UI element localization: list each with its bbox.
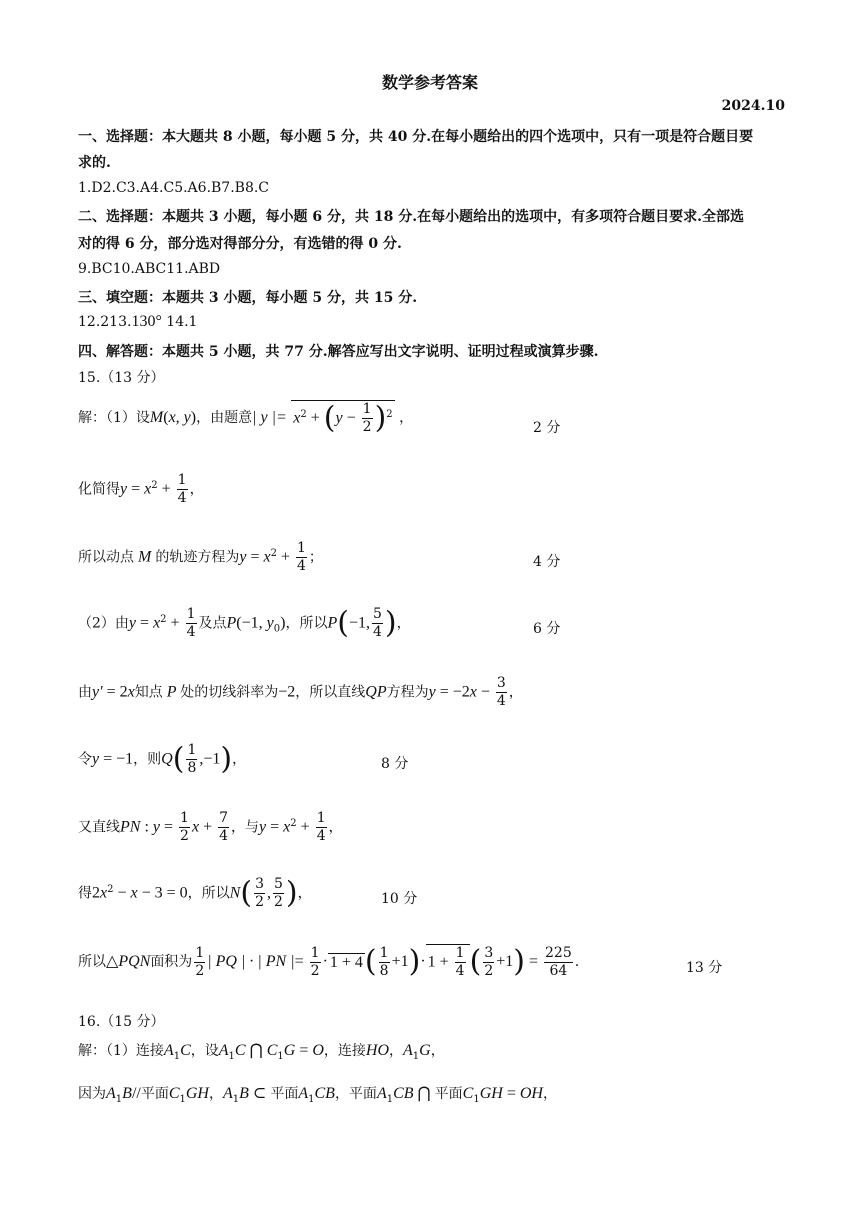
- q16-line2: 因为$A_1B//$平面$C_1GH$，$A_1B$ ⊂ 平面$A_1CB$，平面$A_1CB$ ⋂ 平面$C_1GH$ = OH，: [78, 1085, 557, 1105]
- section4-heading: 四、解答题：本题共 5 小题，共 77 分.解答应写出文字说明、证明过程或演算步骤.: [78, 344, 599, 360]
- q15-score-6: 6 分: [533, 621, 561, 637]
- q15-line1: 解：（1）设M(x, y)，由题意| y |= $x^2 + (y$ − $\frac{1}{2}$ )$^2$ ，: [78, 400, 414, 436]
- sqrt-expression: $x^2 + (y$ − $\frac{1}{2}$ )$^2$: [293, 400, 393, 436]
- section1-answers: 1.D2.C3.A4.C5.A6.B7.B8.C: [78, 180, 270, 196]
- q15-score-4: 4 分: [533, 554, 561, 570]
- page-title: 数学参考答案: [381, 73, 478, 92]
- angle-answer: 130°: [131, 313, 162, 330]
- section2-heading-cont: 对的得 6 分，部分选对得部分分，有选错的得 0 分.: [78, 236, 402, 252]
- q16-line1: 解：（1）连接$A_1C$，设$A_1C$ ⋂ $C_1G = O$，连接HO，$A_1G$，: [78, 1042, 445, 1062]
- q15-score-10: 10 分: [381, 891, 418, 907]
- q15-line2: 化简得$y = x^2$ + $\frac{1}{4}$ ，: [78, 472, 204, 506]
- section3-answers: 12.213.130° 14.1: [78, 313, 198, 330]
- section1-heading-cont: 求的.: [78, 155, 111, 171]
- exam-date: 2024.10: [721, 98, 785, 114]
- q15-score-2: 2 分: [533, 420, 561, 436]
- section2-answers: 9.BC10.ABC11.ABD: [78, 261, 221, 277]
- q15-line4: （2）由$y = x^2$ + $\frac{1}{4}$ 及点P(−1, $y_0$)，所以P(−1, $\frac{5}{4}$ )，: [78, 605, 411, 641]
- section2-heading: 二、选择题：本题共 3 小题，每小题 6 分，共 18 分.在每小题给出的选项中，有多项符合题目要求.全部选: [78, 209, 744, 225]
- q15-line5: 由y′ = 2x知点 P 处的切线斜率为−2，所以直线QP方程为y = −2x − $\frac{3}{4}$ ，: [78, 675, 523, 709]
- section3-heading: 三、填空题：本题共 3 小题，每小题 5 分，共 15 分.: [78, 290, 418, 306]
- section1-heading: 一、选择题：本大题共 8 小题，每小题 5 分，共 40 分.在每小题给出的四个选项中，只有一项是符合题目要: [78, 129, 754, 145]
- q15-label: 15.（13 分）: [78, 370, 165, 386]
- q15-line3: 所以动点 M 的轨迹方程为$y = x^2$ + $\frac{1}{4}$ ；: [78, 540, 323, 574]
- q15-line8: 得$2x^2 - x - 3 = 0$，所以N( $\frac{3}{2}$ , $\frac{5}{2}$ )，: [78, 875, 312, 911]
- q15-line7: 又直线PN : y = $\frac{1}{2}$ x + $\frac{7}{4}$ ，与$y = x^2$ + $\frac{1}{4}$ ，: [78, 810, 343, 844]
- q16-label: 16.（15 分）: [78, 1014, 165, 1030]
- q15-line6: 令y = −1，则Q( $\frac{1}{8}$ ,−1)，: [78, 741, 247, 777]
- q15-score-8: 8 分: [381, 756, 409, 772]
- q15-line9: 所以△PQN面积为 $\frac{1}{2}$ | PQ | · | PN |= $\frac{1}{2}$ · 1 + 4( $\frac{1}{8}$ +1)· 1 + $\frac{1}{4}$ ( $\frac{3}{2}$ +1) = $\frac{225}{64}$ .: [78, 944, 580, 979]
- q15-score-13: 13 分: [686, 960, 723, 976]
